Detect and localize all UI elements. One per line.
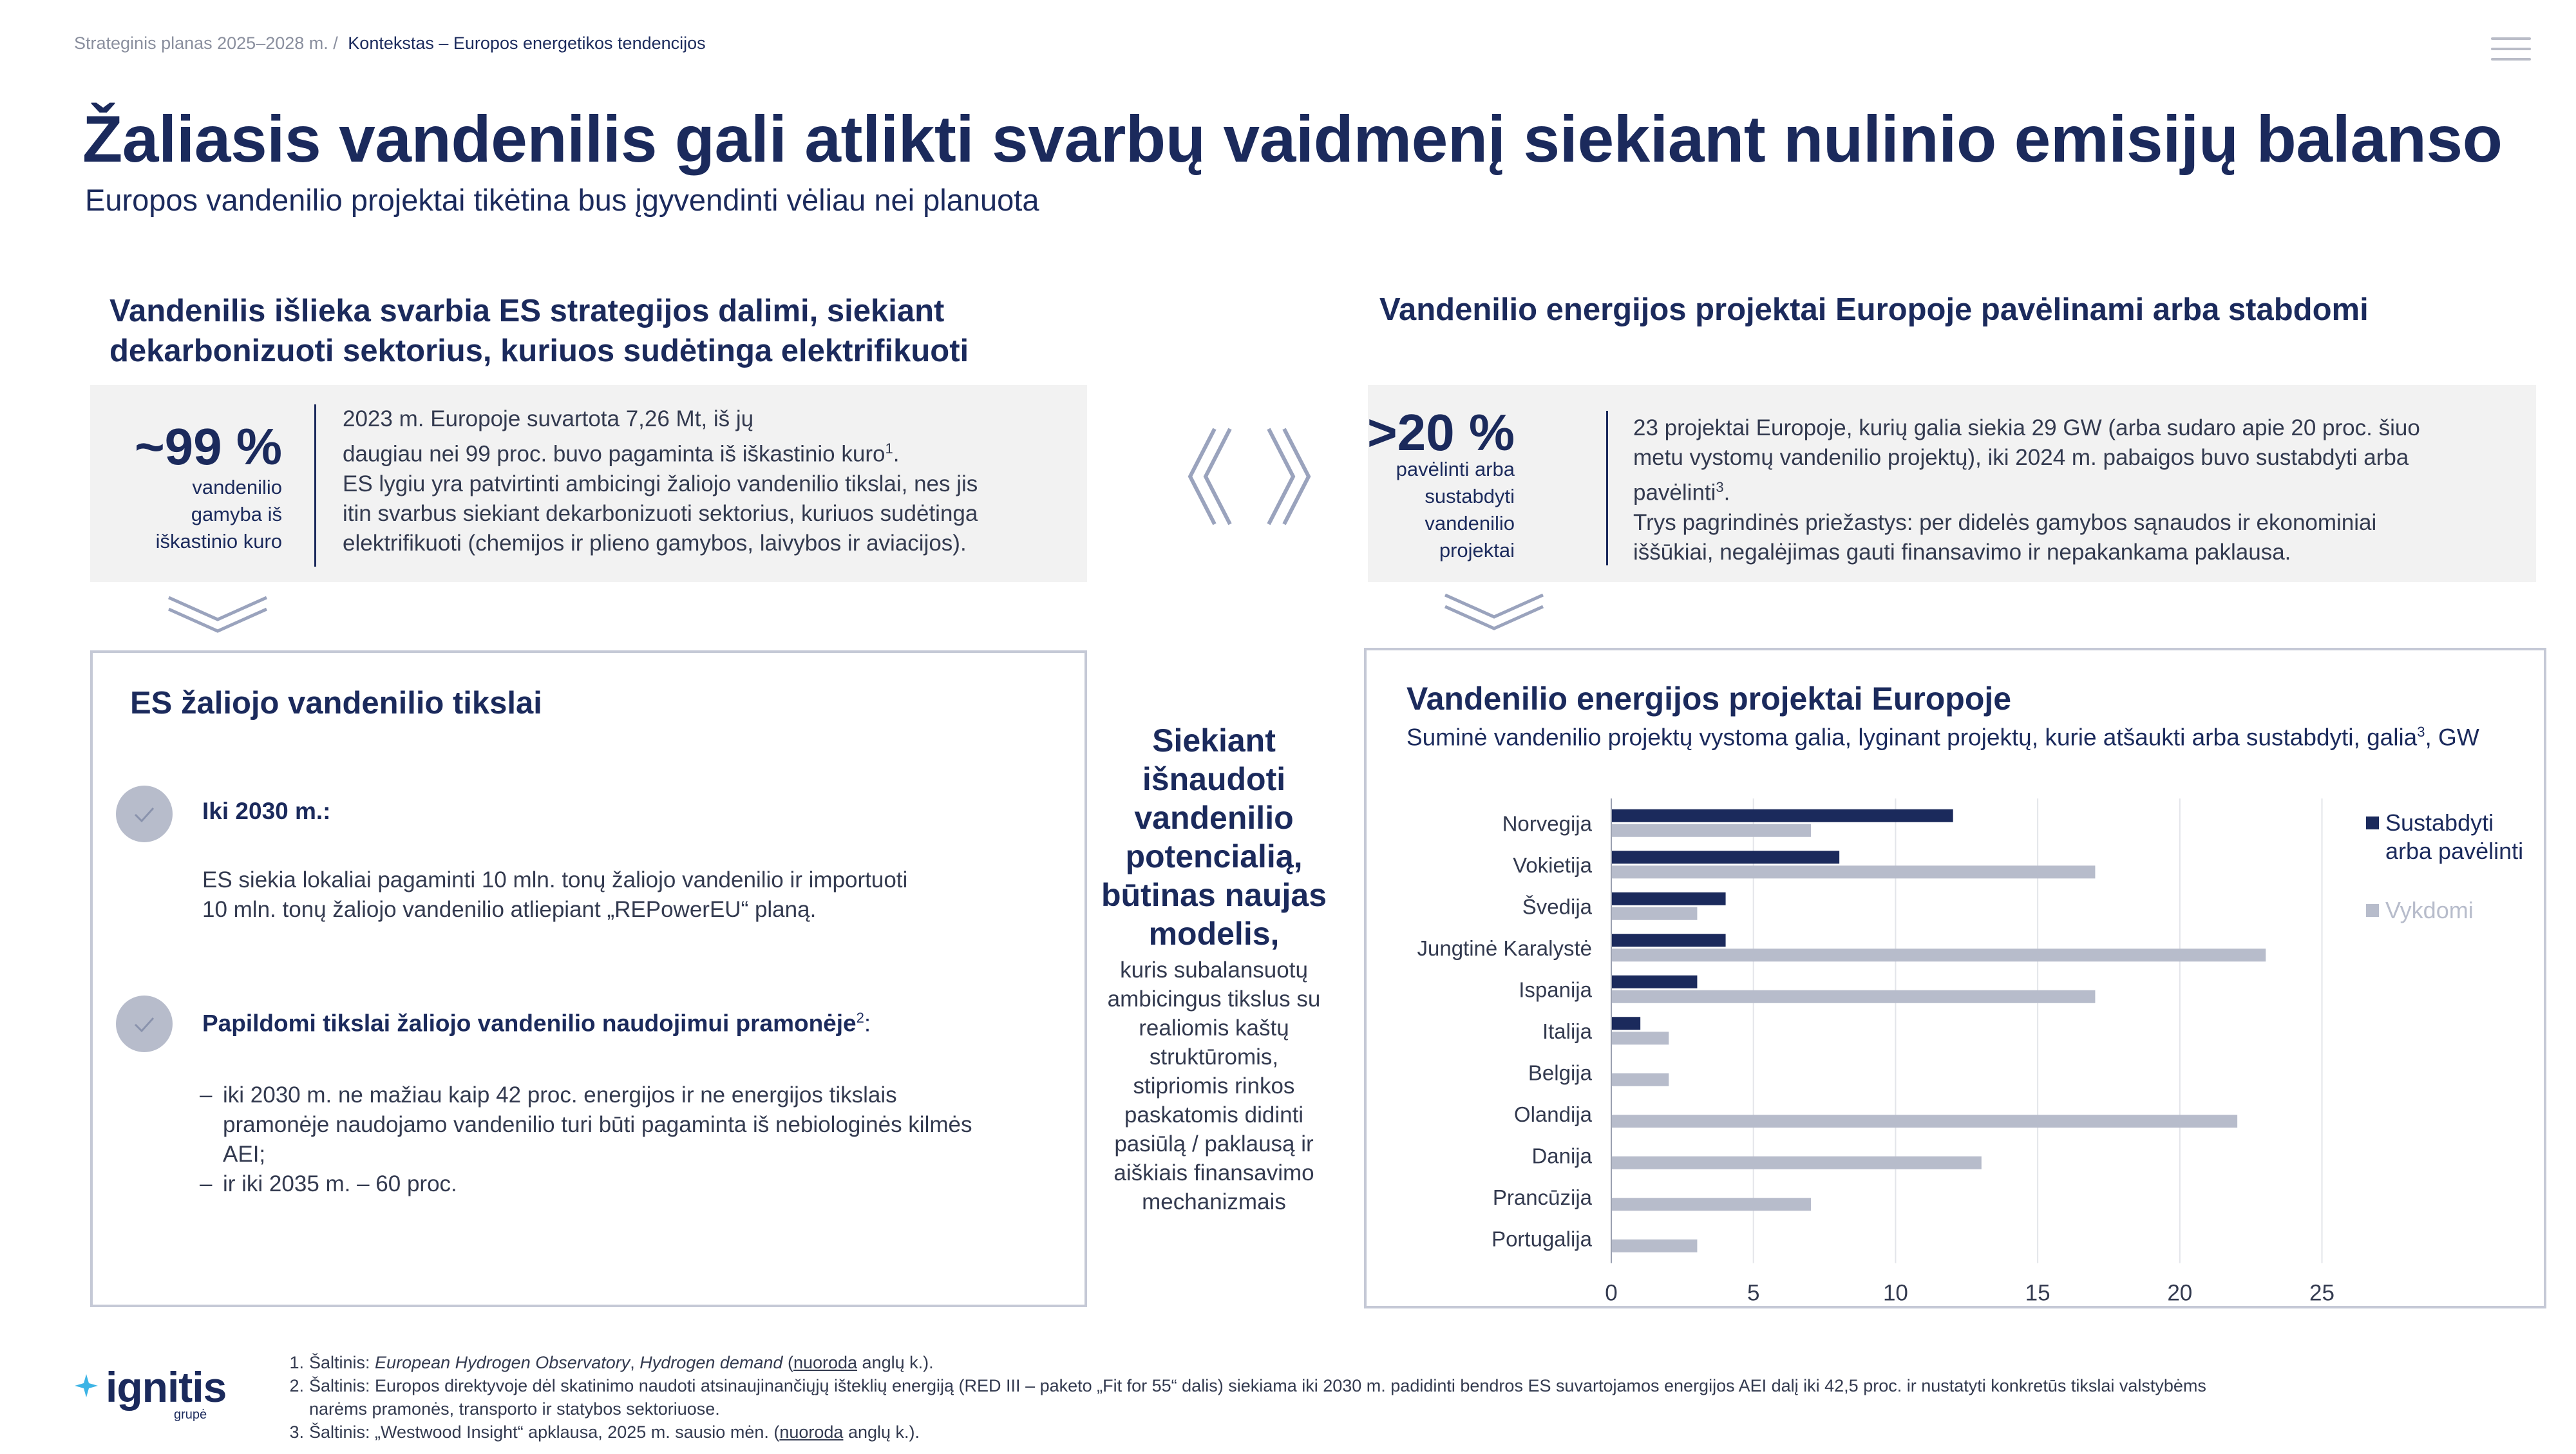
logo-subtext: grupė [174, 1408, 207, 1422]
bar-suspended [1612, 976, 1697, 988]
bar-active [1612, 1115, 2237, 1128]
x-tick-label: 5 [1747, 1280, 1760, 1306]
x-tick-label: 20 [2167, 1280, 2193, 1306]
divider-line [1606, 411, 1608, 565]
targets-heading: ES žaliojo vandenilio tikslai [130, 686, 542, 721]
breadcrumb-root[interactable]: Strateginis planas 2025–2028 m. / [74, 33, 338, 53]
chart-panel [1364, 648, 2546, 1308]
bar-active [1612, 1073, 1669, 1086]
footnote-text: anglų k.). [857, 1353, 934, 1372]
right-stat-text: 23 projektai Europoje, kurių galia siekia 29 GW (arba sudaro apie 20 proc. šiuo metu vystomų vandenilio projektų), iki 2024 m. pabaigos buvo sustabdyti arba pavėlinti$^3$. Trys pagrindinės priežastys: per didelės gamybos sąnaudos ir ekonominiai iššūkiai, negalėjimas gauti finansavimo ir nepakankama paklausa. [1633, 415, 2420, 565]
bar-active [1612, 990, 2095, 1003]
category-label: Jungtinė Karalystė [1417, 936, 1592, 960]
chevron-down-icon [166, 594, 269, 636]
bar-active [1612, 1032, 1669, 1044]
list-item: – ir iki 2035 m. – 60 proc. [200, 1171, 457, 1196]
category-label: Italija [1542, 1019, 1592, 1043]
bar-suspended [1612, 934, 1726, 947]
footnote-source-title: European Hydrogen Observatory [375, 1353, 630, 1372]
category-label: Vokietija [1513, 853, 1592, 877]
breadcrumb-current: Kontekstas – Europos energetikos tendencijos [348, 33, 706, 53]
compare-arrows-icon [1179, 419, 1320, 538]
page-subtitle: Europos vandenilio projektai tikėtina bus įgyvendinti vėliau nei planuota [85, 183, 1039, 217]
footnote [281, 1421, 2509, 1444]
divider-line [314, 404, 316, 567]
check-icon [116, 786, 173, 842]
footnote [281, 1351, 2509, 1374]
target-2030-title: Iki 2030 m.: [202, 798, 331, 824]
category-label: Prancūzija [1492, 1185, 1592, 1209]
chart-subtitle: Suminė vandenilio projektų vystoma galia, lyginant projektų, kurie atšaukti arba sustabdyti, galia$^3$, GW [1406, 724, 2479, 751]
footnote-text: Šaltinis: [309, 1353, 375, 1372]
footnote-link[interactable]: nuoroda [779, 1422, 844, 1442]
middle-callout-text: kuris subalansuotų ambicingus tikslus su realiomis kaštų struktūromis, stipriomis rinkos paskatomis didinti pasiūlą / paklausą ir aiškiais finansavimo mechanizmais [1107, 958, 1321, 1214]
footnote [281, 1374, 2509, 1397]
category-label: Olandija [1513, 1102, 1592, 1126]
stat-value-delayed: >20 % [1367, 404, 1515, 461]
targets-panel [90, 650, 1087, 1307]
target-industry-title: Papildomi tikslai žaliojo vandenilio naudojimui pramonėje$^2$: [202, 1010, 871, 1037]
bar-active [1612, 824, 1811, 837]
logo-mark-icon [72, 1372, 100, 1405]
category-label: Danija [1531, 1144, 1592, 1168]
stat-label-delayed: pavėlinti arba sustabdyti vandenilio projektai [1396, 458, 1515, 562]
legend-swatch-suspended [2366, 817, 2379, 829]
footnote-text: Šaltinis: „Westwood Insight“ apklausa, 2025 m. sausio mėn. ( [309, 1422, 780, 1442]
bar-chart [1367, 650, 2544, 1306]
legend-swatch-active [2366, 904, 2379, 917]
footnote-link[interactable]: nuoroda [793, 1353, 858, 1372]
chart-title: Vandenilio energijos projektai Europoje [1406, 681, 2012, 717]
check-icon [116, 996, 173, 1052]
bar-active [1612, 1157, 1982, 1169]
bar-active [1612, 907, 1697, 920]
target-industry-bullets [200, 1081, 1075, 1199]
footnote-text: anglų k.). [843, 1422, 920, 1442]
x-tick-label: 25 [2309, 1280, 2334, 1306]
left-stat-text: 2023 m. Europoje suvartota 7,26 Mt, iš jų daugiau nei 99 proc. buvo pagaminta iš iškastinio kuro$^1$. ES lygiu yra patvirtinti ambicingi žaliojo vandenilio tikslai, nes jis itin svarbus siekiant dekarbonizuoti sektorius, kuriuos sudėtinga elektrifikuoti (chemijos ir plieno gamybos, laivybos ir aviacijos). [343, 406, 978, 556]
category-label: Belgija [1528, 1061, 1592, 1085]
stat-label-fossil: vandenilio gamyba iš iškastinio kuro [155, 476, 282, 552]
footnote-number: 1. [289, 1353, 304, 1372]
bar-active [1612, 949, 2266, 961]
category-label: Norvegija [1502, 811, 1592, 836]
middle-callout-bold: Siekiant išnaudoti vandenilio potencialią, būtinas naujas modelis, [1101, 722, 1327, 952]
left-stat-box [90, 385, 1087, 582]
bar-active [1612, 1198, 1811, 1211]
bar-suspended [1612, 851, 1839, 864]
category-label: Ispanija [1519, 977, 1592, 1002]
category-label: Švedija [1522, 894, 1592, 919]
x-tick-label: 0 [1605, 1280, 1618, 1306]
legend-active: Vykdomi [2385, 897, 2474, 923]
logo-text: ignitis [106, 1363, 227, 1411]
footnote-text: , [630, 1353, 640, 1372]
breadcrumb [74, 33, 706, 53]
footnote [281, 1397, 2509, 1421]
footnote-number: 2. [289, 1376, 304, 1395]
footnote-text: narėms pramonės, transporto ir statybos sektoriuose. [309, 1399, 720, 1419]
x-tick-label: 10 [1882, 1280, 1908, 1306]
category-label: Portugalija [1492, 1227, 1592, 1251]
footnote-number: 3. [289, 1422, 304, 1442]
bar-suspended [1612, 1017, 1640, 1030]
bar-suspended [1612, 892, 1726, 905]
target-2030-text: ES siekia lokaliai pagaminti 10 mln. tonų žaliojo vandenilio ir importuoti 10 mln. tonų žaliojo vandenilio atliepiant „REPowerEU“ planą. [202, 867, 908, 922]
footnotes [281, 1351, 2509, 1444]
footnote-text: Šaltinis: Europos direktyvoje dėl skatinimo naudoti atsinaujinančiųjų išteklių energiją (RED III – paketo „Fit for 55“ dalis) siekiama iki 2030 m. padidinti bendros ES suvartojamos energijos AEI dalį iki 42,5 proc. ir nustatyti konkretūs tikslai valstybėms [309, 1376, 2206, 1395]
list-item: – iki 2030 m. ne mažiau kaip 42 proc. energijos ir ne energijos tikslais pramonėje naudojamo vandenilio turi būti pagaminta iš nebiologinės kilmės AEI; [200, 1082, 972, 1167]
stat-value-fossil: ~99 % [134, 418, 282, 475]
bar-active [1612, 1240, 1697, 1252]
x-tick-label: 15 [2025, 1280, 2050, 1306]
bar-suspended [1612, 809, 1953, 822]
footnote-source-title: Hydrogen demand [639, 1353, 783, 1372]
right-section-heading: Vandenilio energijos projektai Europoje pavėlinami arba stabdomi [1379, 292, 2369, 327]
chevron-down-icon [1443, 591, 1546, 634]
legend-suspended: Sustabdyti arba pavėlinti [2385, 809, 2524, 864]
page-title: Žaliasis vandenilis gali atlikti svarbų vaidmenį siekiant nulinio emisijų balanso [82, 102, 2503, 176]
bar-active [1612, 865, 2095, 878]
right-stat-box [1368, 385, 2536, 582]
left-section-heading: Vandenilis išlieka svarbia ES strategijos dalimi, siekiant dekarbonizuoti sektorius, kuriuos sudėtinga elektrifikuoti [109, 294, 969, 368]
hamburger-menu-icon[interactable] [2491, 37, 2531, 64]
footnote-text: ( [782, 1353, 793, 1372]
